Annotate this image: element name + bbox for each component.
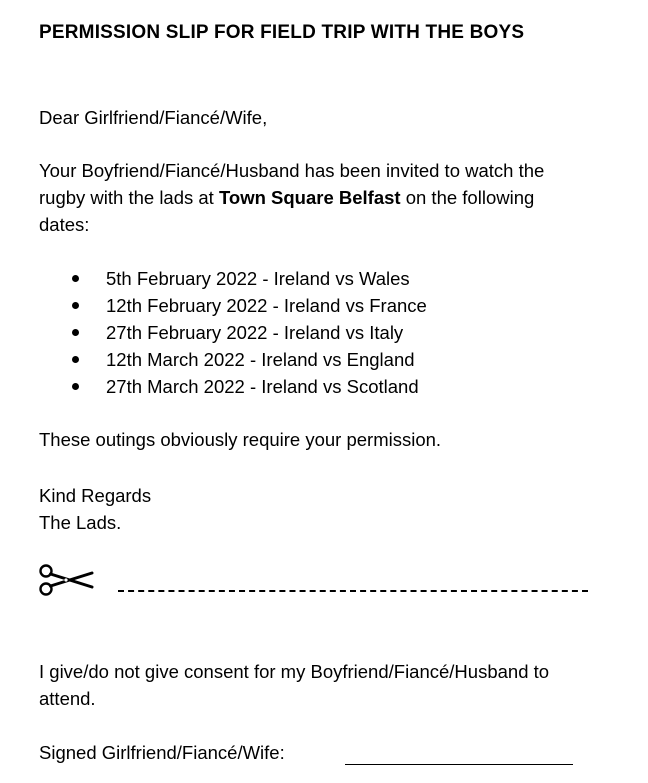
- intro-line-3: dates:: [39, 214, 90, 235]
- signed-label: Signed Girlfriend/Fiancé/Wife:: [39, 742, 285, 763]
- closing: Kind Regards: [39, 485, 152, 506]
- bullet-icon: [72, 356, 79, 363]
- scissors-icon: [38, 562, 94, 598]
- page-title: PERMISSION SLIP FOR FIELD TRIP WITH THE BOYS: [39, 22, 525, 43]
- closing-block: [39, 482, 151, 536]
- cut-dashed-line: [118, 590, 588, 592]
- list-item: [70, 292, 427, 319]
- list-item: [70, 373, 427, 400]
- intro-line-2: [39, 184, 544, 211]
- permission-text: These outings obviously require your permission.: [39, 429, 442, 450]
- list-item: [70, 346, 427, 373]
- greeting: Dear Girlfriend/Fiancé/Wife,: [39, 107, 268, 128]
- match-date: 27th March 2022 - Ireland vs Scotland: [106, 376, 419, 397]
- match-dates-list: [70, 265, 427, 400]
- intro-line-1: Your Boyfriend/Fiancé/Husband has been invited to watch the: [39, 160, 545, 181]
- list-item: [70, 319, 427, 346]
- bullet-icon: [72, 383, 79, 390]
- cut-line-row: [38, 562, 598, 602]
- match-date: 5th February 2022 - Ireland vs Wales: [106, 268, 410, 289]
- consent-line-1: I give/do not give consent for my Boyfriend/Fiancé/Husband to: [39, 661, 550, 682]
- venue-name: Town Square Belfast: [218, 187, 401, 208]
- intro-line-2-end: on the following: [400, 187, 535, 208]
- bullet-icon: [72, 275, 79, 282]
- intro-paragraph: [39, 157, 544, 238]
- bullet-icon: [72, 302, 79, 309]
- consent-line-2: attend.: [39, 688, 96, 709]
- signature-line: [345, 764, 573, 765]
- signature: The Lads.: [39, 512, 122, 533]
- bullet-icon: [72, 329, 79, 336]
- consent-statement: [39, 658, 549, 712]
- intro-line-2-start: rugby with the lads at: [39, 187, 219, 208]
- match-date: 27th February 2022 - Ireland vs Italy: [106, 322, 404, 343]
- match-date: 12th March 2022 - Ireland vs England: [106, 349, 415, 370]
- match-date: 12th February 2022 - Ireland vs France: [106, 295, 427, 316]
- list-item: [70, 265, 427, 292]
